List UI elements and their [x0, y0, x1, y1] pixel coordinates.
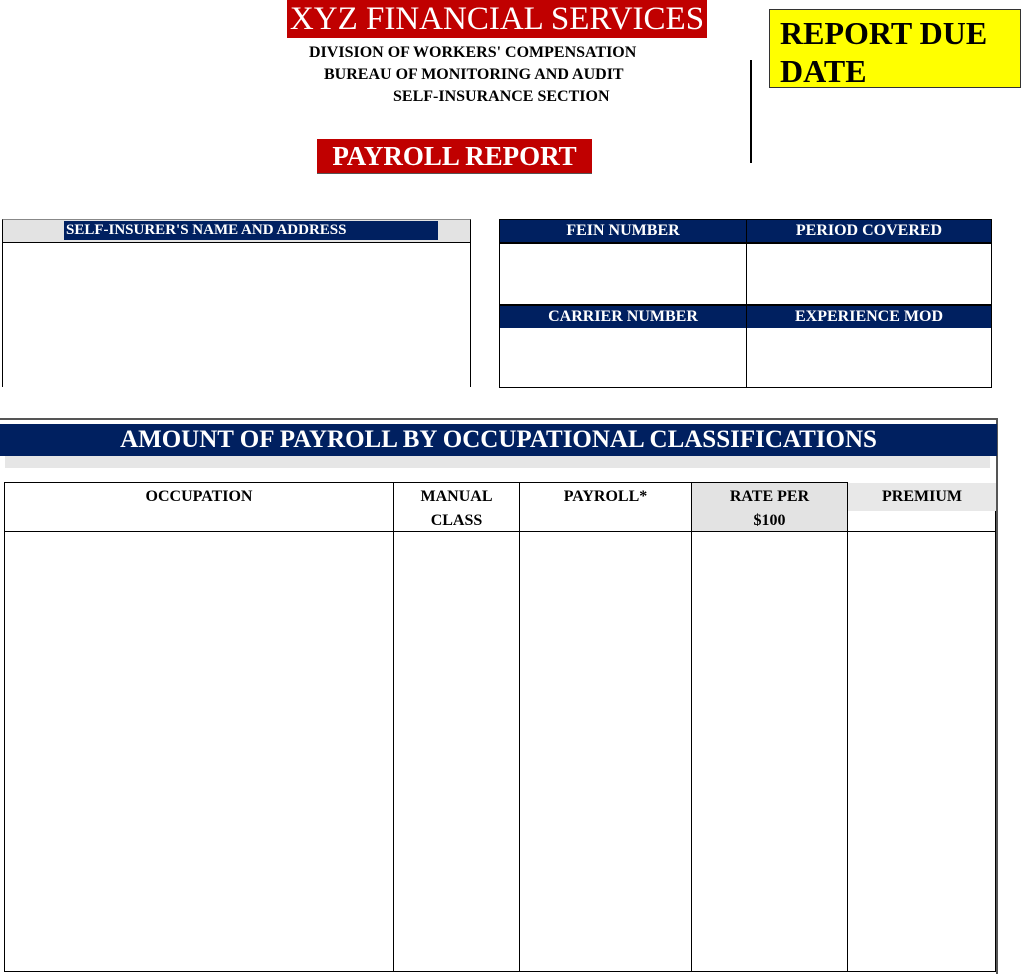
payroll-table [4, 482, 996, 972]
self-insurer-box[interactable] [2, 219, 471, 387]
premium-column-field[interactable] [848, 532, 996, 971]
header-divider [750, 60, 752, 163]
occupation-header: OCCUPATION [145, 488, 253, 505]
self-insurer-field[interactable] [7, 246, 466, 383]
payroll-right-rule [996, 418, 998, 974]
experience-field[interactable] [747, 328, 991, 387]
rate-header-line1: RATE PER [729, 488, 810, 505]
bureau-line: BUREAU OF MONITORING AND AUDIT [324, 66, 624, 83]
self-insurer-label: SELF-INSURER'S NAME AND ADDRESS [64, 221, 438, 240]
report-due-date-box[interactable] [769, 9, 1021, 88]
section-line: SELF-INSURANCE SECTION [393, 88, 610, 105]
payroll-column-field[interactable] [520, 532, 691, 971]
rate-header [692, 485, 847, 533]
report-title: PAYROLL REPORT [317, 139, 592, 174]
payroll-top-rule [0, 418, 998, 420]
due-label-line1: REPORT DUE [780, 15, 988, 51]
info-grid [499, 219, 992, 388]
carrier-label: CARRIER NUMBER [500, 306, 746, 328]
carrier-field[interactable] [500, 328, 746, 387]
manual-header-line1: MANUAL [420, 488, 493, 505]
premium-header: PREMIUM [882, 488, 962, 505]
due-label-line2: DATE [780, 53, 867, 89]
period-field[interactable] [747, 244, 991, 304]
payroll-section-title: AMOUNT OF PAYROLL BY OCCUPATIONAL CLASSIFICATIONS [0, 424, 997, 456]
period-label: PERIOD COVERED [747, 220, 991, 242]
self-insurer-header [3, 220, 470, 243]
experience-label: EXPERIENCE MOD [747, 306, 991, 328]
fein-label: FEIN NUMBER [500, 220, 746, 242]
rate-column-field[interactable] [692, 532, 847, 971]
company-name: XYZ FINANCIAL SERVICES [287, 0, 707, 38]
rate-header-line2: $100 [753, 512, 786, 529]
payroll-title-shade [5, 456, 990, 468]
occupation-column-field[interactable] [5, 532, 393, 971]
fein-field[interactable] [500, 244, 746, 304]
division-line: DIVISION OF WORKERS' COMPENSATION [309, 44, 637, 61]
payroll-header: PAYROLL* [563, 488, 648, 505]
manual-class-header [394, 485, 519, 533]
manual-class-column-field[interactable] [394, 532, 519, 971]
manual-header-line2: CLASS [430, 512, 483, 529]
